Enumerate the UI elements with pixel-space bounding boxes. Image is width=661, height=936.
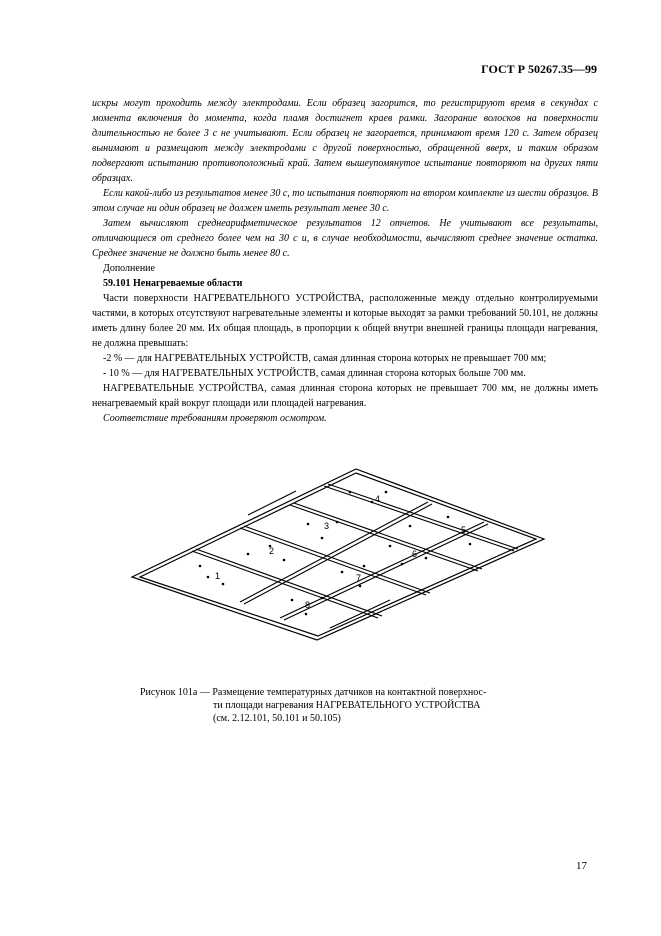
caption-line-1: Рисунок 101а — Размещение температурных датчиков на контактной поверхнос-	[140, 687, 487, 698]
label-6: 6	[412, 549, 418, 559]
sensor-points	[199, 491, 472, 616]
figure-caption	[140, 686, 540, 725]
heating-pad-diagram	[128, 462, 548, 652]
paragraph-test-procedure: искры могут проходить между электродами. Если образец загорится, то регистрируют время в секундах с момента включения до момента, когда пламя достигнет краев рамки. Загорание волосков на поверхности длительностью не более 3 с не учитывают. Если образец не загорается, принимают время 120 с. Затем образец вынимают и размещают между электродами с другой поверхностью, обращенной вверх, и таким образом подвергают испытанию противоположный край. Затем вышеупомянутое испытание повторяют на других пяти образцах.	[92, 98, 598, 184]
section-title: 59.101 Ненагреваемые области	[103, 278, 243, 289]
document-standard-header: ГОСТ Р 50267.35—99	[481, 62, 597, 76]
paragraph-unheated-edge: НАГРЕВАТЕЛЬНЫЕ УСТРОЙСТВА, самая длинная сторона которых не превышает 700 мм, не должны иметь ненагреваемый край вокруг площади или площадей нагревания.	[92, 383, 598, 409]
paragraph-repeat-tests: Если какой-либо из результатов менее 30 с, то испытания повторяют на втором комплекте из шести образцов. В этом случае ни один образец не должен иметь результат менее 30 с.	[92, 188, 598, 214]
label-4: 4	[375, 494, 381, 504]
paragraph-supplement: Дополнение	[103, 263, 155, 274]
caption-line-2: ти площади нагревания НАГРЕВАТЕЛЬНОГО УСТРОЙСТВА	[213, 700, 481, 711]
paragraph-limit-2-percent: -2 % — для НАГРЕВАТЕЛЬНЫХ УСТРОЙСТВ, самая длинная сторона которых не превышает 700 мм;	[103, 353, 547, 364]
grid-lines	[192, 484, 518, 628]
paragraph-inspection: Соответствие требованиям проверяют осмотром.	[103, 413, 327, 424]
paragraph-unheated-areas: Части поверхности НАГРЕВАТЕЛЬНОГО УСТРОЙСТВА, расположенные между отдельно контролируемыми частями, в которых отсутствуют нагревательные элементы и которые выходят за рамки требований 50.101, не должны иметь длину более 20 мм. Их общая площадь, в пропорции к общей внутри внешней границы площади нагревания, не должна превышать:	[92, 293, 598, 349]
page-number: 17	[576, 860, 587, 872]
label-7: 7	[356, 573, 362, 583]
label-8: 8	[305, 600, 311, 610]
paragraph-limit-10-percent: - 10 % — для НАГРЕВАТЕЛЬНЫХ УСТРОЙСТВ, самая длинная сторона которых больше 700 мм.	[103, 368, 526, 379]
caption-line-3: (см. 2.12.101, 50.101 и 50.105)	[213, 713, 341, 724]
main-text	[92, 96, 598, 426]
label-5: 5	[461, 525, 467, 535]
label-1: 1	[215, 571, 221, 581]
paragraph-average: Затем вычисляют среднеарифметическое результатов 12 отчетов. Не учитывают все результаты, отличающиеся от среднего более чем на 30 с и, в случае необходимости, вычисляют среднее значение остатка. Среднее значение не должно быть менее 80 с.	[92, 218, 598, 259]
label-2: 2	[269, 546, 275, 556]
label-3: 3	[324, 521, 330, 531]
